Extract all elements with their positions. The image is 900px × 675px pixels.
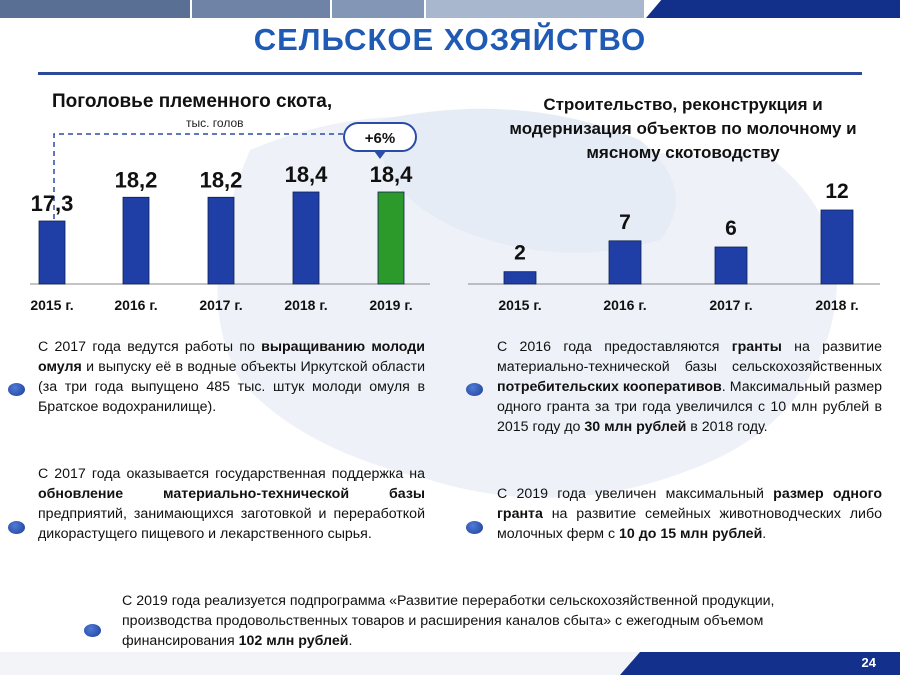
x-tick-label: 2016 г. xyxy=(603,297,647,313)
bar-value-label: 18,2 xyxy=(199,167,243,193)
bar-value-label: 2 xyxy=(514,241,526,265)
annotation-label: +6% xyxy=(364,130,396,147)
bar xyxy=(715,247,747,284)
bar-value-label: 12 xyxy=(825,180,849,203)
bar-value-label: 18,4 xyxy=(284,162,328,187)
paragraph-family-farms: С 2019 года увеличен максимальный размер одного гранта на развитие семейных животноводческих либо молочных ферм с 10 до 15 млн рублей. xyxy=(497,486,883,542)
bar-value-label: 18,4 xyxy=(369,162,413,187)
bar-value-label: 7 xyxy=(619,210,631,234)
paragraph-subprogram: С 2019 года реализуется подпрограмма «Развитие переработки сельскохозяйственной продукции, производства продовольственных товаров и расширения каналов сбыта» с ежегодным объемом финансирования 102 млн рублей. xyxy=(122,593,775,649)
x-tick-label: 2018 г. xyxy=(284,297,328,313)
chart2-title: Строительство, реконструкция и модернизация объектов по молочному и мясному скотоводству xyxy=(509,95,857,162)
bar-value-label: 6 xyxy=(725,217,737,240)
bullet xyxy=(466,383,483,396)
bar xyxy=(504,272,536,284)
paragraph-omul: С 2017 года ведутся работы по выращиванию молоди омуля и выпуску её в водные объекты Иркутской области (за три года выпущено 485 тыс. штук молоди омуля в Братское водохранилище). xyxy=(38,339,426,415)
paragraph-grants: С 2016 года предоставляются гранты на развитие материально-технической базы сельскохозяйственных потребительских кооперативов. Максимальный размер одного гранта за три года увеличился с 10 млн рублей в 2015 году до 30 млн рублей в 2018 году. xyxy=(497,339,882,435)
bullet xyxy=(466,521,483,534)
bullet xyxy=(84,624,101,637)
chart1-unit: тыс. голов xyxy=(186,116,244,130)
chart1-title: Поголовье племенного скота, xyxy=(52,91,333,112)
x-tick-label: 2015 г. xyxy=(498,297,542,313)
bar-value-label: 18,2 xyxy=(114,167,158,193)
x-tick-label: 2015 г. xyxy=(30,297,74,313)
bullet xyxy=(8,383,25,396)
page-title: СЕЛЬСКОЕ ХОЗЯЙСТВО xyxy=(253,22,647,57)
bar xyxy=(609,241,641,284)
page-number: 24 xyxy=(861,655,876,670)
x-tick-label: 2017 г. xyxy=(199,297,243,313)
x-tick-label: 2018 г. xyxy=(815,297,859,313)
chart-construction xyxy=(0,0,900,330)
x-tick-label: 2016 г. xyxy=(114,297,158,313)
bar-value-label: 17,3 xyxy=(30,191,74,216)
x-tick-label: 2019 г. xyxy=(369,297,413,313)
bar xyxy=(821,210,853,284)
bottom-decor-bar xyxy=(0,652,900,675)
bullet xyxy=(8,521,25,534)
paragraph-wild-raw: С 2017 года оказывается государственная поддержка на обновление материально-технической базы предприятий, занимающихся заготовкой и переработкой дикорастущего пищевого и лекарственного сырья. xyxy=(38,466,425,542)
x-tick-label: 2017 г. xyxy=(709,297,753,313)
